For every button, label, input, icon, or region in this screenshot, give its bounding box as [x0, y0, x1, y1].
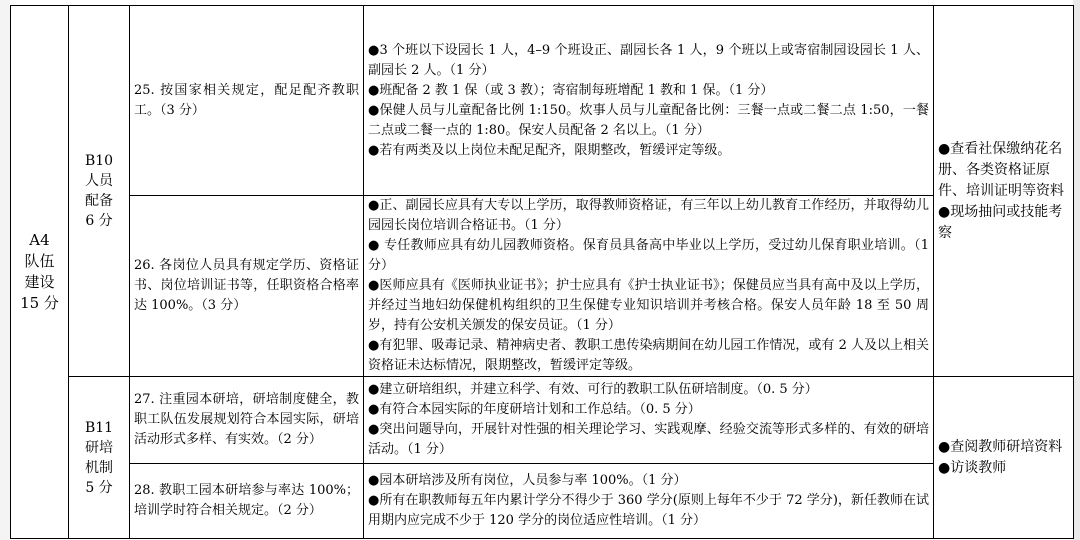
dimension-code: A4 [29, 231, 50, 249]
standard-line: ●班配备 2 教 1 保（或 3 教）；寄宿制每班增配 1 教和 1 保。（1 分） [368, 82, 774, 98]
table-row [11, 6, 1074, 196]
table-row [11, 464, 1074, 539]
evaluation-table [10, 5, 1074, 539]
dimension-score: 15 分 [20, 294, 59, 312]
standard-line: ●突出问题导向，开展针对性强的相关理论学习、实践观摩、经验交流等形式多样的、有效的研培活动。（1 分） [368, 422, 929, 457]
method-line: ●查阅教师研培资料 [938, 438, 1063, 455]
standard-line: ●保健人员与儿童配备比例 1:150。炊事人员与儿童配备比例：三餐一点或二餐二点 1:50，一餐二点或二餐一点的 1:80。保安人员配备 2 名以上。（1 分） [368, 102, 929, 138]
subdimension-name-line1: 人员 [85, 173, 113, 189]
item-28-standards [364, 464, 934, 539]
subdimension-name-line2: 机制 [85, 459, 113, 476]
subdimension-score: 6 分 [85, 213, 113, 229]
method-line: ●查看社保缴纳花名册、各类资格证原件、培训证明等资料 [938, 140, 1064, 199]
dimension-name-line2: 建设 [24, 273, 55, 291]
standard-line: ●所有在职教师每五年内累计学分不得少于 360 学分(原则上每年不少于 72 学分)，新任教师在试用期内应完成不少于 120 学分的岗位适应性培训。（1 分） [368, 493, 929, 528]
item-26-content: 26. 各岗位人员具有规定学历、资格证书、岗位培训证书等，任职资格合格率达 100%。（3 分） [130, 196, 364, 377]
subdimension-code: B11 [84, 419, 114, 436]
table-row [11, 377, 1074, 464]
standard-line: ● 专任教师应具有幼儿园教师资格。保育员具备高中毕业以上学历，受过幼儿保育职业培训。（1 分） [368, 238, 929, 273]
standard-line: ●医师应具有《医师执业证书》；护士应具有《护士执业证书》；保健员应当具有高中及以上学历，并经过当地妇幼保健机构组织的卫生保健专业知识培训并考核合格。保安人员年龄 18 至 50 周岁，持有公安机关颁发的保安员证。（1 分） [368, 278, 929, 333]
dimension-cell-a4 [11, 6, 69, 539]
item-27-standards [364, 377, 934, 464]
standard-line: ●有符合本园实际的年度研培计划和工作总结。（0. 5 分） [368, 402, 701, 417]
method-cell-b11 [934, 377, 1074, 539]
subdimension-name-line1: 研培 [85, 439, 113, 456]
standard-line: ●3 个班以下设园长 1 人，4–9 个班设正、副园长各 1 人，9 个班以上或寄宿制园设园长 1 人、副园长 2 人。（1 分） [368, 42, 929, 78]
subdimension-cell-b11 [69, 377, 130, 539]
item-25-content: 25. 按国家相关规定，配足配齐教职工。（3 分） [130, 6, 364, 196]
method-line: ●现场抽问或技能考察 [938, 203, 1063, 241]
subdimension-cell-b10 [69, 6, 130, 377]
subdimension-score: 5 分 [85, 479, 113, 496]
subdimension-name-line2: 配备 [85, 193, 113, 209]
method-line: ●访谈教师 [938, 459, 1007, 476]
item-27-content: 27. 注重园本研培，研培制度健全，教职工队伍发展规划符合本园实际，研培活动形式多样、有实效。（2 分） [130, 377, 364, 464]
page-right-edge [1073, 0, 1080, 540]
method-cell-b10 [934, 6, 1074, 377]
item-26-standards [364, 196, 934, 377]
item-28-content: 28. 教职工园本研培参与率达 100%；培训学时符合相关规定。（2 分） [130, 464, 364, 539]
dimension-name-line1: 队伍 [24, 252, 55, 270]
standard-line: ●建立研培组织，并建立科学、有效、可行的教职工队伍研培制度。（0. 5 分） [368, 382, 818, 397]
standard-line: ●园本研培涉及所有岗位，人员参与率 100%。（1 分） [368, 473, 687, 488]
item-25-standards [364, 6, 934, 196]
page-left-margin [0, 0, 10, 540]
standard-line: ●有犯罪、吸毒记录、精神病史者、教职工患传染病期间在幼儿园工作情况，或有 2 人及以上相关资格证未达标情况，限期整改，暂缓评定等级。 [368, 338, 929, 373]
table-row [11, 196, 1074, 377]
standard-line: ●正、副园长应具有大专以上学历，取得教师资格证，有三年以上幼儿教育工作经历，并取得幼儿园园长岗位培训合格证书。（1 分） [368, 198, 929, 233]
standard-line: ●若有两类及以上岗位未配足配齐，限期整改，暂缓评定等级。 [368, 142, 731, 158]
subdimension-code: B10 [84, 153, 114, 169]
